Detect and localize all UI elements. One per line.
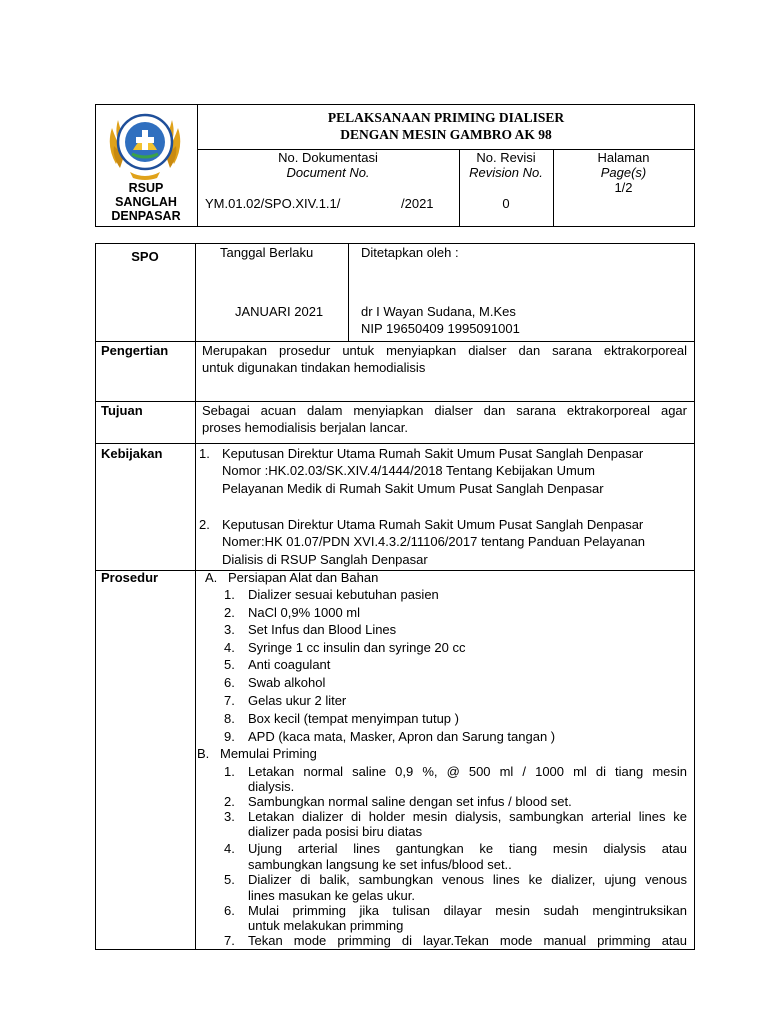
tujuan-label: Tujuan: [101, 403, 143, 418]
kebijakan-number-2: 2.: [199, 517, 210, 532]
page-value: 1/2: [614, 180, 633, 195]
b-item-3-line2: dializer pada posisi biru diatas: [248, 824, 423, 839]
kebijakan-1-line3: Pelayanan Medik di Rumah Sakit Umum Pusat Sanglah Denpasar: [222, 481, 604, 496]
kebijakan-1-line2: Nomor :HK.02.03/SK.XIV.4/1444/2018 Tentang Kebijakan Umum: [222, 463, 595, 478]
a-item: Set Infus dan Blood Lines: [248, 622, 397, 637]
b-item-number: 2.: [224, 794, 235, 809]
a-item: Gelas ukur 2 liter: [248, 693, 347, 708]
revision-label-en: Revision No.: [469, 165, 543, 180]
doc-number-label-en: Document No.: [286, 165, 370, 180]
b-item-2-line1: Sambungkan normal saline dengan set infus / blood set.: [248, 794, 572, 809]
b-item-4-line2: sambungkan langsung ke set infus/blood set..: [248, 857, 512, 872]
pengertian-label: Pengertian: [101, 343, 169, 358]
row-divider-tujuan: [95, 401, 695, 402]
kebijakan-2-line1: Keputusan Direktur Utama Rumah Sakit Umum Pusat Sanglah Denpasar: [222, 517, 644, 532]
row-divider-prosedur: [95, 570, 695, 571]
b-item-7-line1: Tekan mode primming di layar.Tekan mode manual primming atau: [248, 933, 687, 948]
info-column-divider: [348, 243, 349, 342]
b-item-1-line1: Letakan normal saline 0,9 %, @ 500 ml / 1000 ml di tiang mesin: [248, 764, 687, 779]
hospital-logo: [102, 106, 188, 187]
effective-date-value: JANUARI 2021: [235, 304, 324, 319]
revision-label: No. Revisi: [476, 150, 536, 165]
b-item-4-line1: Ujung arterial lines gantungkan ke tiang mesin dialysis atau: [248, 841, 687, 856]
a-item: Syringe 1 cc insulin dan syringe 20 cc: [248, 640, 466, 655]
kebijakan-1-line1: Keputusan Direktur Utama Rumah Sakit Umum Pusat Sanglah Denpasar: [222, 446, 644, 461]
b-item-number: 3.: [224, 809, 235, 824]
b-item-1-line2: dialysis.: [248, 779, 295, 794]
main-border-left: [95, 243, 96, 950]
a-item: APD (kaca mata, Masker, Apron dan Sarung tangan ): [248, 729, 556, 744]
org-name-line2: SANGLAH: [115, 195, 177, 209]
prosedur-label: Prosedur: [101, 570, 159, 585]
signer-name: dr I Wayan Sudana, M.Kes: [361, 304, 516, 319]
tujuan-text-line1: Sebagai acuan dalam menyiapkan dialser dan sarana ektrakorporeal agar: [202, 403, 687, 418]
a-item: Dializer sesuai kebutuhan pasien: [248, 587, 439, 602]
a-item-number: 6.: [224, 675, 235, 690]
doc-number-label: No. Dokumentasi: [278, 150, 378, 165]
section-b-title: Memulai Priming: [220, 746, 317, 761]
b-item-6-line1: Mulai primming jika tulisan dilayar mesin sudah mengintruksikan: [248, 903, 687, 918]
effective-date-label: Tanggal Berlaku: [220, 245, 314, 260]
header-border-bottom: [95, 226, 695, 227]
pengertian-text-line2: untuk digunakan tindakan hemodialisis: [202, 360, 426, 375]
a-item-number: 8.: [224, 711, 235, 726]
a-item-number: 1.: [224, 587, 235, 602]
section-a-letter: A.: [205, 570, 218, 585]
signer-nip: NIP 19650409 1995091001: [361, 321, 520, 336]
label-column-divider: [195, 243, 196, 950]
a-item-number: 7.: [224, 693, 235, 708]
a-item-number: 9.: [224, 729, 235, 744]
a-item-number: 5.: [224, 657, 235, 672]
b-item-3-line1: Letakan dializer di holder mesin dialysis, sambungkan arterial lines ke: [248, 809, 687, 824]
a-item-number: 4.: [224, 640, 235, 655]
doc-number-year: /2021: [401, 196, 434, 211]
kebijakan-number-1: 1.: [199, 446, 210, 461]
b-item-number: 1.: [224, 764, 235, 779]
page-label-en: Page(s): [600, 165, 647, 180]
b-item-number: 4.: [224, 841, 235, 856]
b-item-number: 5.: [224, 872, 235, 887]
row-divider-pengertian: [95, 341, 695, 342]
a-item: Box kecil (tempat menyimpan tutup ): [248, 711, 459, 726]
pengertian-text-line1: Merupakan prosedur untuk menyiapkan dialser dan sarana ektrakorporeal: [202, 343, 687, 358]
section-b-letter: B.: [197, 746, 210, 761]
revision-value: 0: [502, 196, 510, 211]
a-item: NaCl 0,9% 1000 ml: [248, 605, 360, 620]
a-item-number: 3.: [224, 622, 235, 637]
page-label: Halaman: [597, 150, 650, 165]
kebijakan-2-line2: Nomer:HK 01.07/PDN XVI.4.3.2/11106/2017 tentang Panduan Pelayanan: [222, 534, 646, 549]
main-border-top: [95, 243, 695, 244]
kebijakan-2-line3: Dialisis di RSUP Sanglah Denpasar: [222, 552, 428, 567]
spo-label: SPO: [131, 249, 159, 264]
org-name-line1: RSUP: [128, 181, 164, 195]
row-divider-kebijakan: [95, 443, 695, 444]
header-border-top: [95, 104, 695, 105]
a-item-number: 2.: [224, 605, 235, 620]
doc-number-value: YM.01.02/SPO.XIV.1.1/: [205, 196, 341, 211]
org-name-line3: DENPASAR: [111, 209, 181, 223]
established-by-label: Ditetapkan oleh :: [361, 245, 459, 260]
b-item-6-line2: untuk melakukan primming: [248, 918, 404, 933]
kebijakan-label: Kebijakan: [101, 446, 163, 461]
b-item-5-line1: Dializer di balik, sambungkan venous lines ke dializer, ujung venous: [248, 872, 687, 887]
document-title-line2: DENGAN MESIN GAMBRO AK 98: [340, 127, 552, 142]
b-item-5-line2: lines masukan ke gelas ukur.: [248, 888, 415, 903]
tujuan-text-line2: proses hemodialisis berjalan lancar.: [202, 420, 408, 435]
section-a-title: Persiapan Alat dan Bahan: [228, 570, 379, 585]
b-item-number: 6.: [224, 903, 235, 918]
main-border-bottom: [95, 949, 695, 950]
a-item: Swab alkohol: [248, 675, 326, 690]
b-item-number: 7.: [224, 933, 235, 948]
document-title-line1: PELAKSANAAN PRIMING DIALISER: [327, 110, 565, 125]
a-item: Anti coagulant: [248, 657, 331, 672]
main-border-right: [694, 243, 695, 950]
